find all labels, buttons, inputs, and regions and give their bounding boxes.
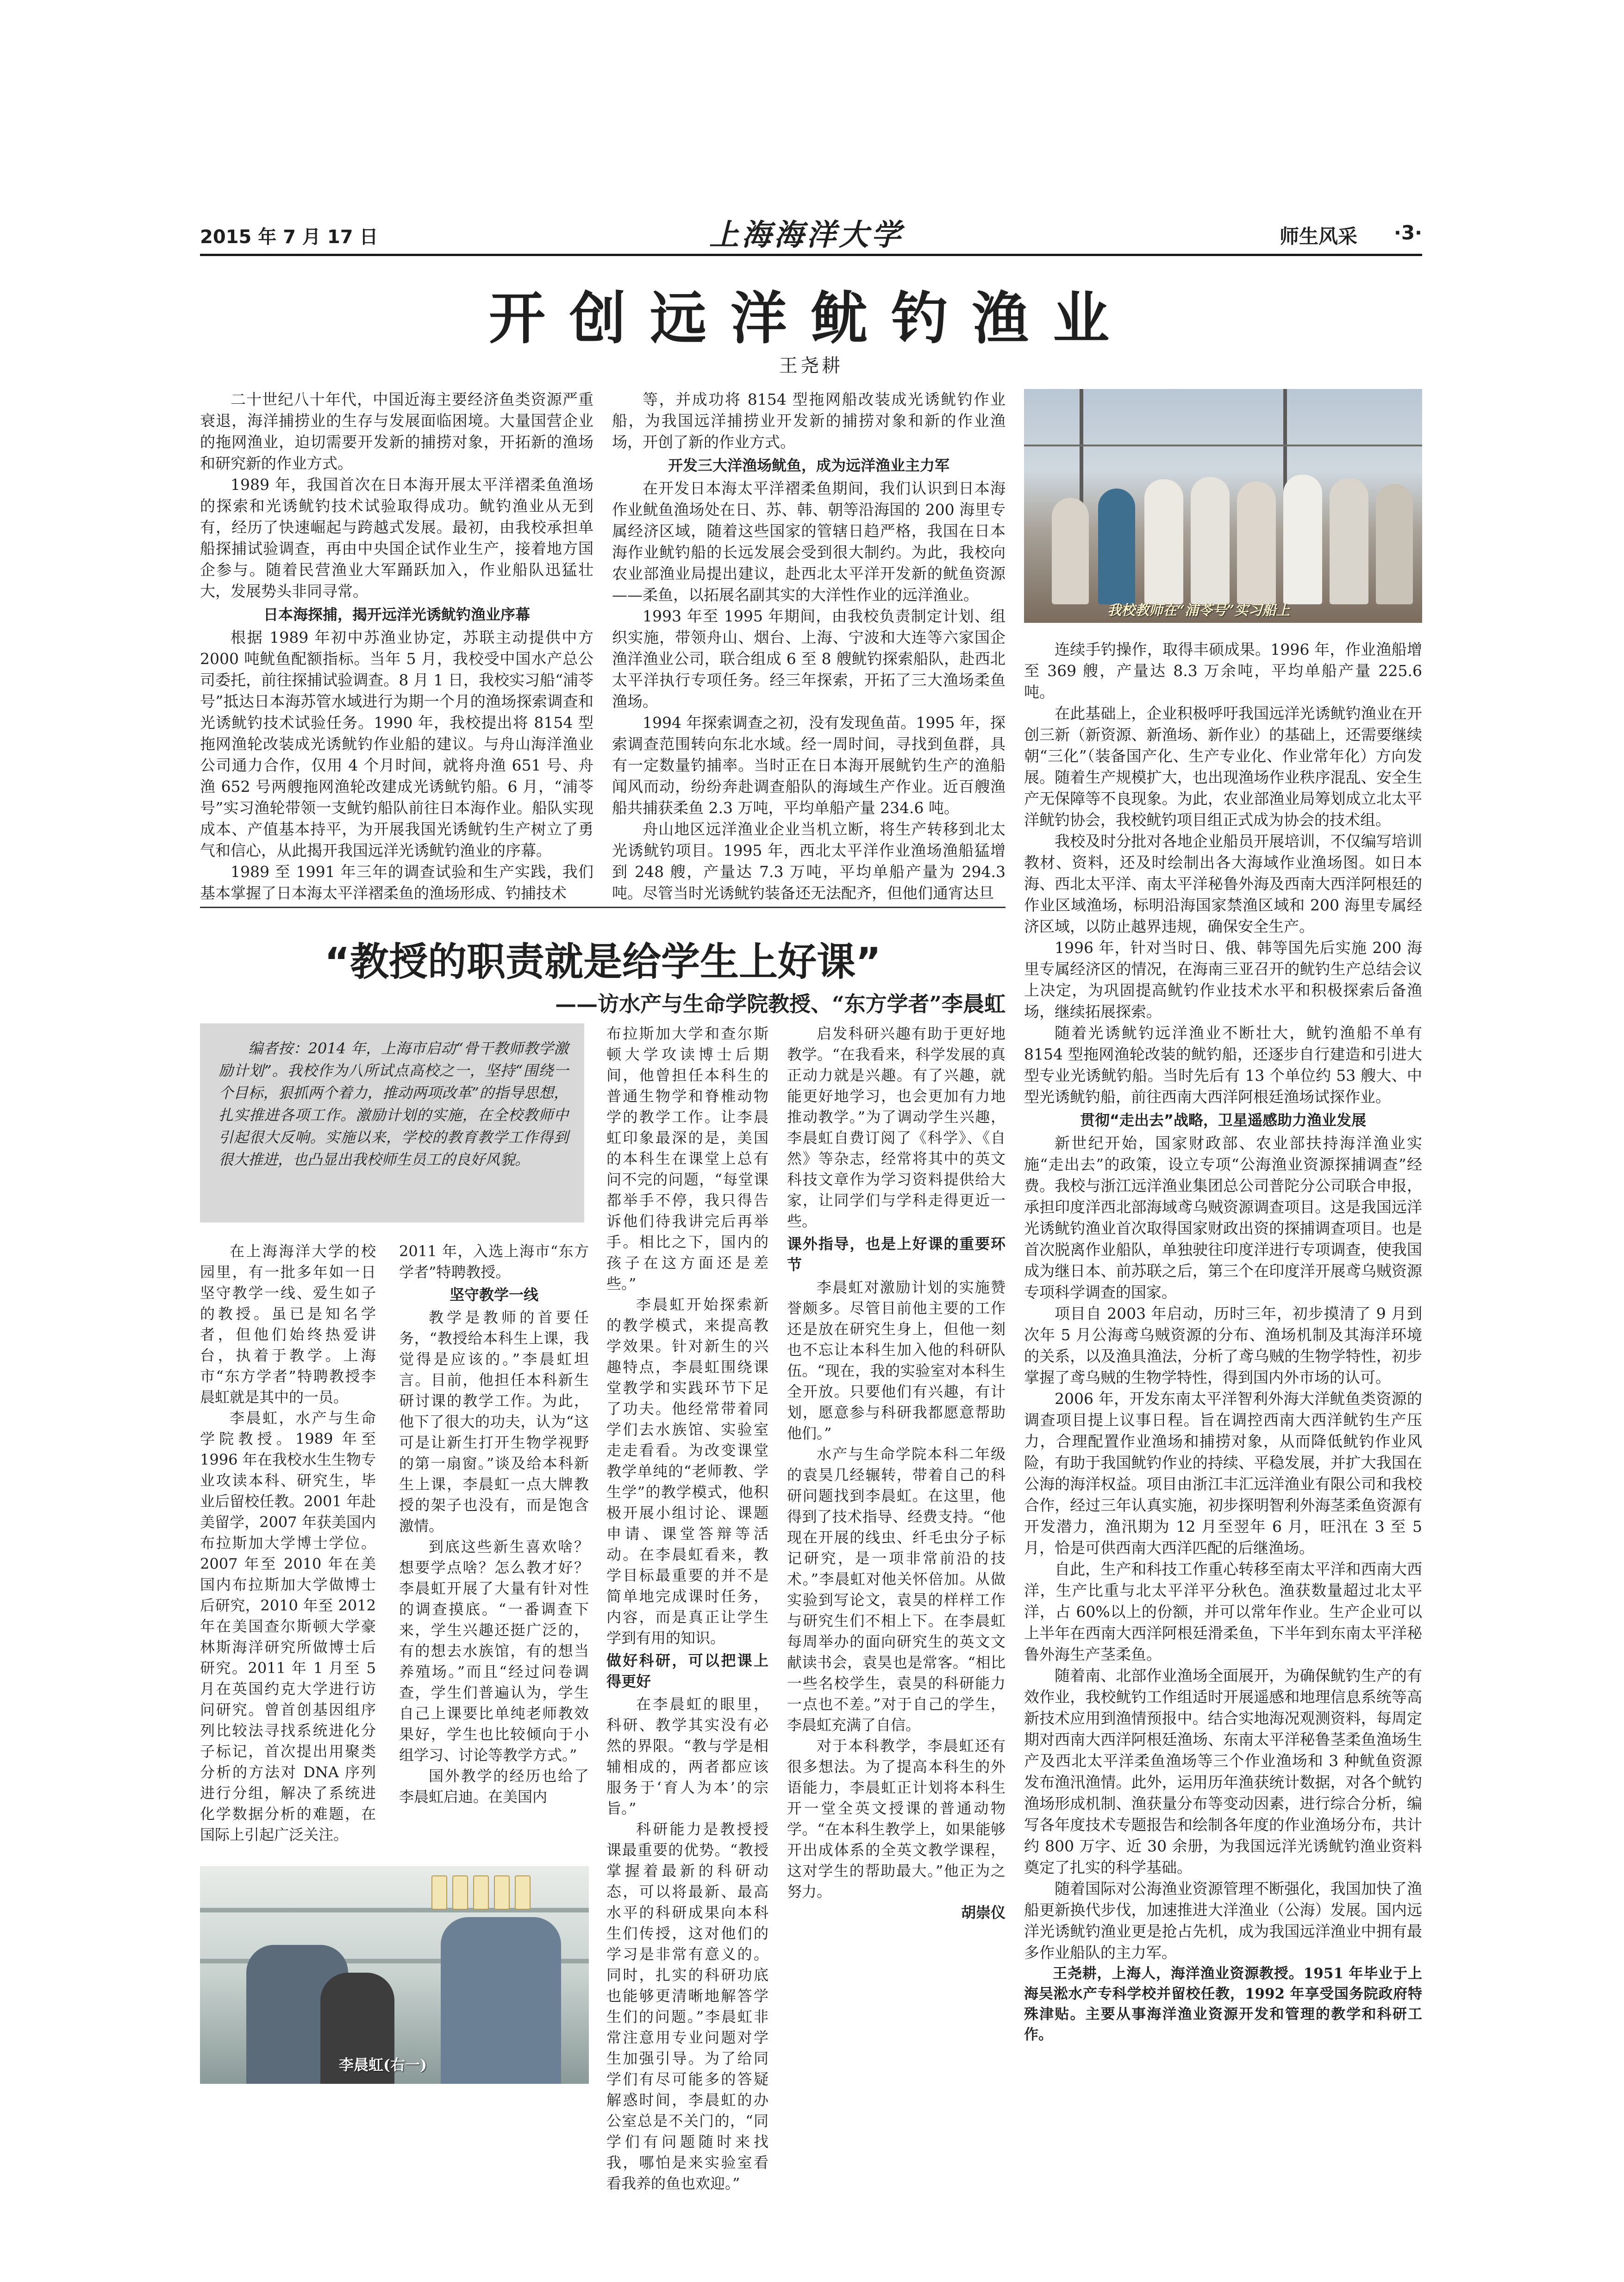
paragraph: 布拉斯加大学和查尔斯顿大学攻读博士后期间，他曾担任本科生的普通生物学和脊椎动物学的教学工作。让李晨虹印象最深的是，美国的本科生在课堂上总有问不完的问题，“每堂课都举手不停，我只得告诉他们待我讲完后再举手。相比之下，国内的孩子在这方面还是差些。”: [606, 1025, 768, 1292]
article2-title: “教授的职责就是给学生上好课”: [324, 939, 881, 984]
paragraph: 在李晨虹的眼里，科研、教学其实没有必然的界限。“教与学是相辅相成的，两者都应该服务于‘育人为本’的宗旨。”: [606, 1695, 768, 1817]
article2-column-1: [200, 1241, 376, 1857]
section-heading: 做好科研，可以把课上得更好: [606, 1652, 768, 1690]
article1-column-3: [1024, 639, 1422, 2084]
article1-column-1: [200, 389, 593, 902]
paragraph: 项目自 2003 年启动，历时三年，初步摸清了 9 月到次年 5 月公海鸢乌贼资源的分布、渔场机制及其海洋环境的关系，以及渔具渔法，分析了鸢乌贼的生物学特性，初步掌握了鸢乌贼的生物学特性，得到国内外市场的认可。: [1024, 1304, 1422, 1386]
paragraph: 二十世纪八十年代，中国近海主要经济鱼类资源严重衰退，海洋捕捞业的生存与发展面临困境。大量国营企业的拖网渔业，迫切需要开发新的捕捞对象，开拓新的渔场和研究新的作业方式。: [200, 390, 593, 472]
paragraph: 教学是教师的首要任务，“教授给本科生上课，我觉得是应该的。”李晨虹坦言。目前，他担任本科新生研讨课的教学工作。为此，他下了很大的功夫，认为“这可是让新生打开生物学视野的第一扇窗。”谈及给本科新生上课，李晨虹一点大牌教授的架子也没有，而是饱含激情。: [399, 1309, 589, 1535]
paragraph: 李晨虹对激励计划的实施赞誉颇多。尽管目前他主要的工作还是放在研究生身上，但他一刻也不忘让本科生加入他的科研队伍。“现在，我的实验室对本科生全开放。只要他们有兴趣，有计划，愿意参与科研我都愿意帮助他们。”: [787, 1279, 1006, 1442]
article2-signature: 胡崇仪: [961, 1904, 1006, 1921]
article2-column-4: [787, 1023, 1006, 2084]
issue-date: 2015 年 7 月 17 日: [200, 226, 378, 248]
article2-column-3: [606, 1023, 768, 2192]
editor-note: [200, 1023, 584, 1222]
paragraph: 到底这些新生喜欢啥？想要学点啥？怎么教才好？李晨虹开展了大量有针对性的调查摸底。“一番调查下来，学生兴趣还挺广泛的，有的想去水族馆，有的想当养殖场。”而且“经过问卷调查，学生们普遍认为，学生自己上课要比单纯老师教效果好，学生也比较倾向于小组学习、讨论等教学方式。”: [399, 1538, 589, 1764]
section-heading: 贯彻“走出去”战略，卫星遥感助力渔业发展: [1080, 1111, 1367, 1129]
paragraph: 李晨虹开始探索新的教学模式，来提高教学效果。针对新生的兴趣特点，李晨虹围绕课堂教学和实践环节下足了功夫。他经常带着同学们去水族馆、实验室走走看看。为改变课堂教学单纯的“老师教、学生学”的教学模式，他积极开展小组讨论、课题申请、课堂答辩等活动。在李晨虹看来，教学目标最重要的并不是简单地完成课时任务，内容，而是真正让学生学到有用的知识。: [606, 1296, 768, 1647]
paragraph: 科研能力是教授授课最重要的优势。“教授掌握着最新的科研动态，可以将最新、最高水平的科研成果向本科生们传授，这对他们的学习是非常有意义的。同时，扎实的科研功底也能够更清晰地解答学生们的问题。”李晨虹非常注意用专业问题对学生加强引导。为了给同学们有尽可能多的答疑解惑时间，李晨虹的办公室总是不关门的，“同学们有问题随时来找我，哪怕是来实验室看看我养的鱼也欢迎。”: [606, 1820, 768, 2192]
laboratory-photo: [200, 1866, 589, 2084]
paragraph: 启发科研兴趣有助于更好地教学。“在我看来，科学发展的真正动力就是兴趣。有了兴趣，就能更好地学习，也会更加有力地推动教学。”为了调动学生兴趣，李晨虹自费订阅了《科学》、《自然》等杂志，经常将其中的英文科技文章作为学习资料提供给大家，让同学们与学科走得更近一些。: [787, 1025, 1006, 1230]
paragraph: 1993 年至 1995 年期间，由我校负责制定计划、组织实施，带领舟山、烟台、上海、宁波和大连等六家国企渔洋渔业公司，联合组成 6 至 8 艘鱿钓探索船队，赴西北太平洋执行专项任务。经三年探索，开拓了三大渔场柔鱼渔场。: [612, 607, 1006, 710]
paragraph: 连续手钓操作，取得丰硕成果。1996 年，作业渔船增至 369 艘，产量达 8.3 万余吨，平均单船产量 225.6 吨。: [1024, 640, 1422, 701]
masthead: [200, 211, 1422, 257]
paragraph: 水产与生命学院本科二年级的袁昊几经辗转，带着自己的科研问题找到李晨虹。在这里，他得到了技术指导、经费支持。“他现在开展的线虫、纤毛虫分子标记研究，是一项非常前沿的技术。”李晨虹对他关怀倍加。从做实验到写论文，袁昊的样样工作与研究生们不相上下。在李晨虹每周举办的面向研究生的英文文献读书会，袁昊也是常客。“相比一些名校学生，袁昊的科研能力一点也不差。”对于自己的学生，李晨虹充满了自信。: [787, 1445, 1006, 1734]
paragraph: 舟山地区远洋渔业企业当机立断，将生产转移到北太光诱鱿钓项目。1995 年，西北太平洋作业渔场渔船猛增到 248 艘，产量达 7.3 万吨，平均单船产量为 294.3 吨。尽管当时光诱鱿钓装备还无法配齐，但他们通宵达旦: [612, 820, 1006, 902]
newspaper-name: 上海海洋大学: [709, 218, 904, 252]
paragraph: 1996 年，针对当时日、俄、韩等国先后实施 200 海里专属经济区的情况，在海南三亚召开的鱿钓生产总结会议上决定，为巩固提高鱿钓作业技术水平和积极探索后备渔场，继续拓展探索。: [1024, 939, 1422, 1021]
paragraph: 国外教学的经历也给了李晨虹启迪。在美国内: [399, 1767, 589, 1806]
author-bio: 王尧耕，上海人，海洋渔业资源教授。1951 年毕业于上海吴淞水产专科学校并留校任教，1992 年享受国务院政府特殊津贴。主要从事海洋渔业资源开发和管理的教学和科研工作。: [1024, 1965, 1422, 2043]
paragraph: 2011 年，入选上海市“东方学者”特聘教授。: [399, 1242, 589, 1281]
paragraph: 新世纪开始，国家财政部、农业部扶持海洋渔业实施“走出去”的政策，设立专项“公海渔业资源探捕调查”经费。我校与浙江远洋渔业集团总公司普陀分公司联合申报，承担印度洋西北部海域鸢乌贼资源调查项目。这是我国远洋光诱鱿钓渔业首次取得国家财政出资的探捕调查项目。也是首次脱离作业船队，单独驶往印度洋进行专项调查，使我国成为继日本、前苏联之后，第三个在印度洋开展鸢乌贼资源专项科学调查的国家。: [1024, 1134, 1422, 1301]
section-heading: 课外指导，也是上好课的重要环节: [787, 1235, 1006, 1273]
paragraph: 对于本科教学，李晨虹还有很多想法。为了提高本科生的外语能力，李晨虹正计划将本科生开一堂全英文授课的普通动物学。“在本科生教学上，如果能够开出成体系的全英文教学课程，这对学生的帮助最大。”他正为之努力。: [787, 1737, 1006, 1900]
paragraph: 根据 1989 年初中苏渔业协定，苏联主动提供中方 2000 吨鱿鱼配额指标。当年 5 月，我校受中国水产总公司委托，前往探捕试验调查。8 月 1 日，我校实习船“浦苓号”抵达日本海苏管水域进行为期一个月的渔场探索调查和光诱鱿钓技术试验任务。1990 年，我校提出将 8154 型拖网渔轮改装成光诱鱿钓作业船的建议。与舟山海洋渔业公司通力合作，仅用 4 个月时间，就将舟渔 651 号、舟渔 652 号两艘拖网渔轮改建成光诱鱿钓船。6 月，“浦苓号”实习渔轮带领一支鱿钓船队前往日本海作业。船队实现成本、产值基本持平，为开展我国光诱鱿钓生产树立了勇气和信心，从此揭开我国远洋光诱鱿钓渔业的序幕。: [200, 628, 593, 859]
paragraph: 随着南、北部作业渔场全面展开，为确保鱿钓生产的有效作业，我校鱿钓工作组适时开展遥感和地理信息系统等高新技术应用到渔情预报中。结合实地海况观测资料，每周定期对西南大西洋阿根廷渔场、东南太平洋秘鲁茎柔鱼渔场生产及西北太平洋柔鱼渔场等三个作业渔场和 3 种鱿鱼资源发布渔汛渔情。此外，运用历年渔获统计数据，对各个鱿钓渔场形成机制、渔获量分布等变动因素，进行综合分析，编写各年度技术专题报告和绘制各年度的作业渔场分布，共计约 800 万字、近 30 余册，为我国远洋光诱鱿钓渔业资料奠定了扎实的科学基础。: [1024, 1667, 1422, 1876]
paragraph: 随着光诱鱿钓远洋渔业不断壮大，鱿钓渔船不单有 8154 型拖网渔轮改装的鱿钓船，还逐步自行建造和引进大型专业光诱鱿钓船。当时先后有 13 个单位约 53 艘大、中型光诱鱿钓船，前往西南大西洋阿根廷渔场试探作业。: [1024, 1024, 1422, 1106]
paragraph: 自此，生产和科技工作重心转移至南太平洋和西南大西洋，生产比重与北太平洋平分秋色。渔获数量超过北太平洋，占 60%以上的份额，并可以常年作业。生产企业可以上半年在西南大西洋阿根廷滑柔鱼，下半年到东南太平洋秘鲁外海生产茎柔鱼。: [1024, 1560, 1422, 1663]
paragraph: 2006 年，开发东南太平洋智利外海大洋鱿鱼类资源的调查项目提上议事日程。旨在调控西南大西洋鱿钓生产压力，合理配置作业渔场和捕捞对象，从而降低鱿钓作业风险，有助于我国鱿钓作业的持续、平稳发展，并扩大我国在公海的海洋权益。项目由浙江丰汇远洋渔业有限公司和我校合作，经过三年认真实施，初步探明智利外海茎柔鱼资源有开发潜力，渔汛期为 12 月至翌年 6 月，旺汛在 3 至 5 月，恰是可供西南大西洋匹配的后继渔场。: [1024, 1390, 1422, 1557]
article1-author: 王尧耕: [779, 355, 843, 376]
ship-crew-photo: [1024, 389, 1422, 623]
photo-caption: 李晨虹(右一): [339, 2056, 427, 2074]
section-name: 师生风采: [1279, 225, 1357, 248]
section-heading: 日本海探捕，揭开远洋光诱鱿钓渔业序幕: [263, 606, 530, 623]
article2-subtitle: ——访水产与生命学院教授、“东方学者”李晨虹: [555, 991, 1006, 1016]
paragraph: 李晨虹，水产与生命学院教授。1989 年至 1996 年在我校水生生物专业攻读本科、研究生，毕业后留校任教。2001 年赴美留学，2007 年获美国内布拉斯加大学博士学位。2007 年至 2010 年在美国内布拉斯加大学做博士后研究，2010 年至 2012 年在美国查尔斯顿大学豪林斯海洋研究所做博士后研究。2011 年 1 月至 5 月在英国约克大学进行访问研究。曾首创基因组序列比较法寻找系统进化分子标记，首次提出用聚类分析的方法对 DNA 序列进行分组，解决了系统进化学数据分析的难题，在国际上引起广泛关注。: [200, 1409, 376, 1843]
article2-column-2: [399, 1241, 589, 1857]
paragraph: 等，并成功将 8154 型拖网船改装成光诱鱿钓作业船，为我国远洋捕捞业开发新的捕捞对象和新的作业渔场，开创了新的作业方式。: [612, 390, 1006, 451]
paragraph: 1994 年探索调查之初，没有发现鱼苗。1995 年，探索调查范围转向东北水域。经一周时间，寻找到鱼群，具有一定数量钓捕率。当时正在日本海开展鱿钓生产的渔船闻风而动，纷纷奔赴调查船队的海域生产作业。近百艘渔船共捕获柔鱼 2.3 万吨，平均单船产量 234.6 吨。: [612, 714, 1006, 817]
paragraph: 在开发日本海太平洋褶柔鱼期间，我们认识到日本海作业鱿鱼渔场处在日、苏、韩、朝等沿海国的 200 海里专属经济区域，随着这些国家的管辖日趋严格，我国在日本海作业鱿钓船的长远发展会受到很大制约。为此，我校向农业部渔业局提出建议，赴西北太平洋开发新的鱿鱼资源——柔鱼，以拓展名副其实的大洋性作业的远洋渔业。: [612, 479, 1006, 604]
editor-note-text: 编者按：2014 年，上海市启动“骨干教师教学激励计划”。我校作为八所试点高校之一，坚持“围绕一个目标，狠抓两个着力，推动两项改革”的指导思想，扎实推进各项工作。激励计划的实施，在全校教师中引起很大反响。实施以来，学校的教育教学工作得到很大推进，也凸显出我校师生员工的良好风貌。: [219, 1040, 568, 1168]
photo-caption: 我校教师在“浦苓号”实习船上: [1107, 602, 1290, 619]
paragraph: 我校及时分批对各地企业船员开展培训，不仅编写培训教材、资料，还及时绘制出各大海域作业渔场图。如日本海、西北太平洋、南太平洋秘鲁外海及西南大西洋阿根廷的作业区域渔场，标明沿海国家禁渔区域和 200 海里专属经济区域，以防止越界违规，确保安全生产。: [1024, 832, 1422, 935]
page-number: ·3·: [1393, 221, 1422, 244]
masthead-rule: [200, 254, 1422, 256]
section-heading: 开发三大洋渔场鱿鱼，成为远洋渔业主力军: [668, 457, 949, 474]
paragraph: 随着国际对公海渔业资源管理不断强化，我国加快了渔船更新换代步伐，加速推进大洋渔业（公海）发展。国内远洋光诱鱿钓渔业更是抢占先机，成为我国远洋渔业中拥有最多作业船队的主力军。: [1024, 1880, 1422, 1962]
paragraph: 1989 至 1991 年三年的调查试验和生产实践，我们基本掌握了日本海太平洋褶柔鱼的渔场形成、钓捕技术: [200, 863, 593, 902]
article1-column-2: [612, 389, 1006, 902]
paragraph: 在上海海洋大学的校园里，有一批多年如一日坚守教学一线、爱生如子的教授。虽已是知名学者，但他们始终热爱讲台，执着于教学。上海市“东方学者”特聘教授李晨虹就是其中的一员。: [200, 1242, 376, 1406]
section-heading: 坚守教学一线: [449, 1286, 538, 1304]
paragraph: 在此基础上，企业积极呼吁我国远洋光诱鱿钓渔业在开创三新（新资源、新渔场、新作业）的基础上，还需要继续朝“三化”（装备国产化、生产专业化、作业常年化）方向发展。随着生产规模扩大，也出现渔场作业秩序混乱、安全生产无保障等不良现象。为此，农业部渔业局筹划成立北太平洋鱿钓协会，我校鱿钓项目组正式成为协会的技术组。: [1024, 704, 1422, 829]
article1-title: 开创远洋鱿钓渔业: [489, 285, 1133, 351]
article-divider: [200, 907, 1006, 908]
paragraph: 1989 年，我国首次在日本海开展太平洋褶柔鱼渔场的探索和光诱鱿钓技术试验取得成功。鱿钓渔业从无到有，经历了快速崛起与跨越式发展。最初，由我校承担单船探捕试验调查，再由中央国企试作业生产，接着地方国企参与。随着民营渔业大军踊跃加入，作业船队迅猛壮大，发展势头非同寻常。: [200, 476, 593, 600]
